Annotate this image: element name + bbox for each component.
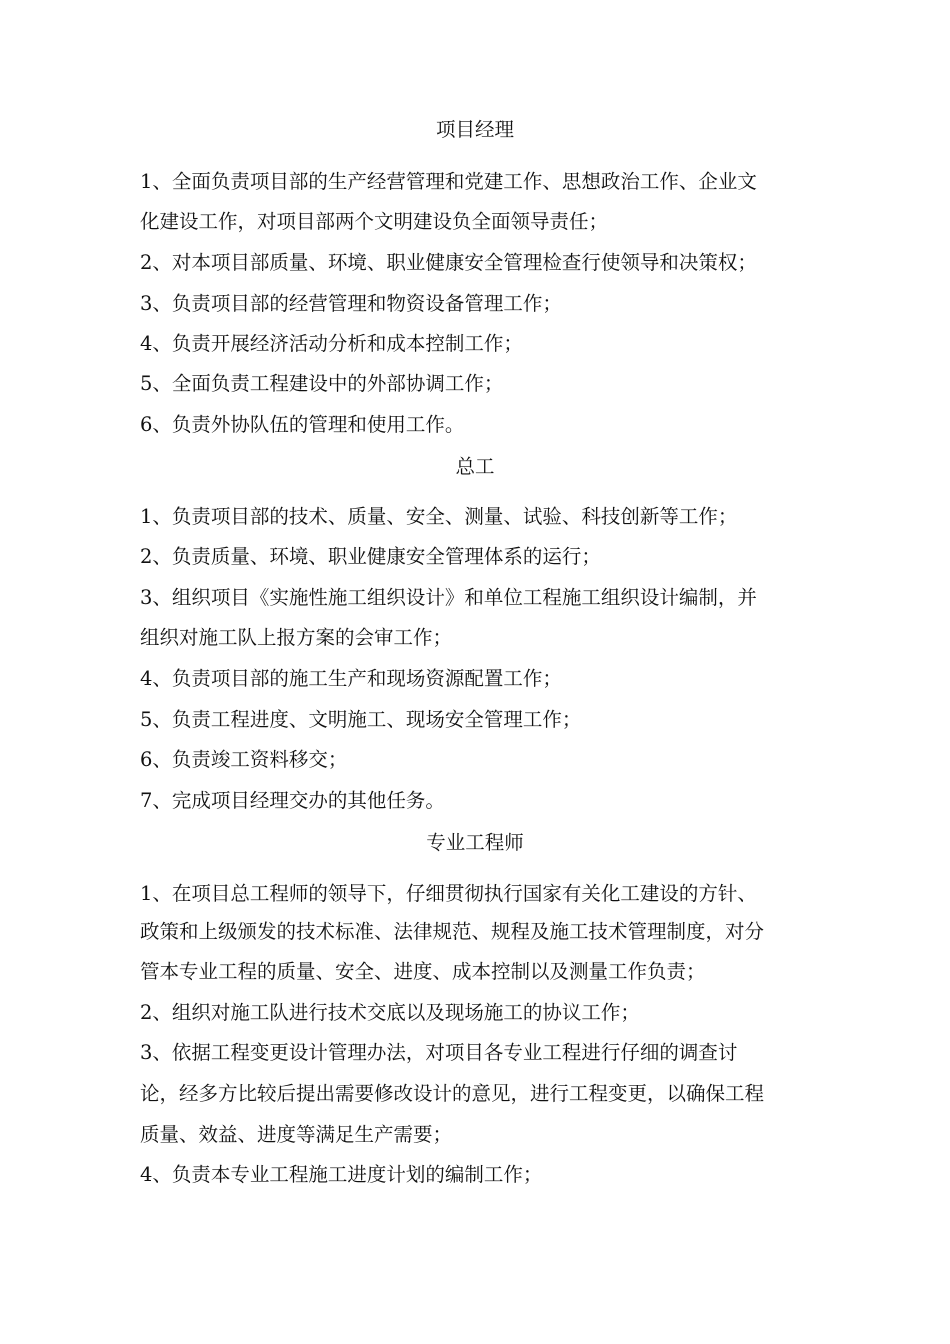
section-title-project-manager: 项目经理 <box>435 118 514 141</box>
paragraph-line: 7、完成项目经理交办的其他任务。 <box>140 789 445 812</box>
section-title-chief-engineer: 总工 <box>455 455 495 478</box>
paragraph-line: 4、负责本专业工程施工进度计划的编制工作； <box>140 1163 543 1186</box>
paragraph-line: 3、依据工程变更设计管理办法，对项目各专业工程进行仔细的调查讨 <box>140 1041 738 1064</box>
paragraph-line: 6、负责外协队伍的管理和使用工作。 <box>140 413 465 436</box>
paragraph-line: 3、负责项目部的经营管理和物资设备管理工作； <box>140 292 562 315</box>
paragraph-line: 管本专业工程的质量、安全、进度、成本控制以及测量工作负责； <box>140 960 706 983</box>
paragraph-line: 2、组织对施工队进行技术交底以及现场施工的协议工作； <box>140 1001 640 1024</box>
paragraph-line: 2、负责质量、环境、职业健康安全管理体系的运行； <box>140 545 601 568</box>
section-title-specialist-engineer: 专业工程师 <box>426 831 524 854</box>
paragraph-line: 化建设工作，对项目部两个文明建设负全面领导责任； <box>140 210 609 233</box>
paragraph-line: 政策和上级颁发的技术标准、法律规范、规程及施工技术管理制度，对分 <box>140 920 765 943</box>
paragraph-line: 4、负责开展经济活动分析和成本控制工作； <box>140 332 523 355</box>
paragraph-line: 1、在项目总工程师的领导下，仔细贯彻执行国家有关化工建设的方针、 <box>140 882 757 905</box>
paragraph-line: 质量、效益、进度等满足生产需要； <box>140 1123 453 1146</box>
paragraph-line: 4、负责项目部的施工生产和现场资源配置工作； <box>140 667 562 690</box>
paragraph-line: 2、对本项目部质量、环境、职业健康安全管理检查行使领导和决策权； <box>140 251 757 274</box>
paragraph-line: 5、负责工程进度、文明施工、现场安全管理工作； <box>140 708 582 731</box>
paragraph-line: 3、组织项目《实施性施工组织设计》和单位工程施工组织设计编制，并 <box>140 586 757 609</box>
paragraph-line: 6、负责竣工资料移交； <box>140 748 348 771</box>
paragraph-line: 1、全面负责项目部的生产经营管理和党建工作、思想政治工作、企业文 <box>140 170 757 193</box>
paragraph-line: 1、负责项目部的技术、质量、安全、测量、试验、科技创新等工作； <box>140 505 738 528</box>
paragraph-line: 5、全面负责工程建设中的外部协调工作； <box>140 372 504 395</box>
paragraph-line: 组织对施工队上报方案的会审工作； <box>140 626 453 649</box>
paragraph-line: 论，经多方比较后提出需要修改设计的意见，进行工程变更，以确保工程 <box>140 1082 765 1105</box>
